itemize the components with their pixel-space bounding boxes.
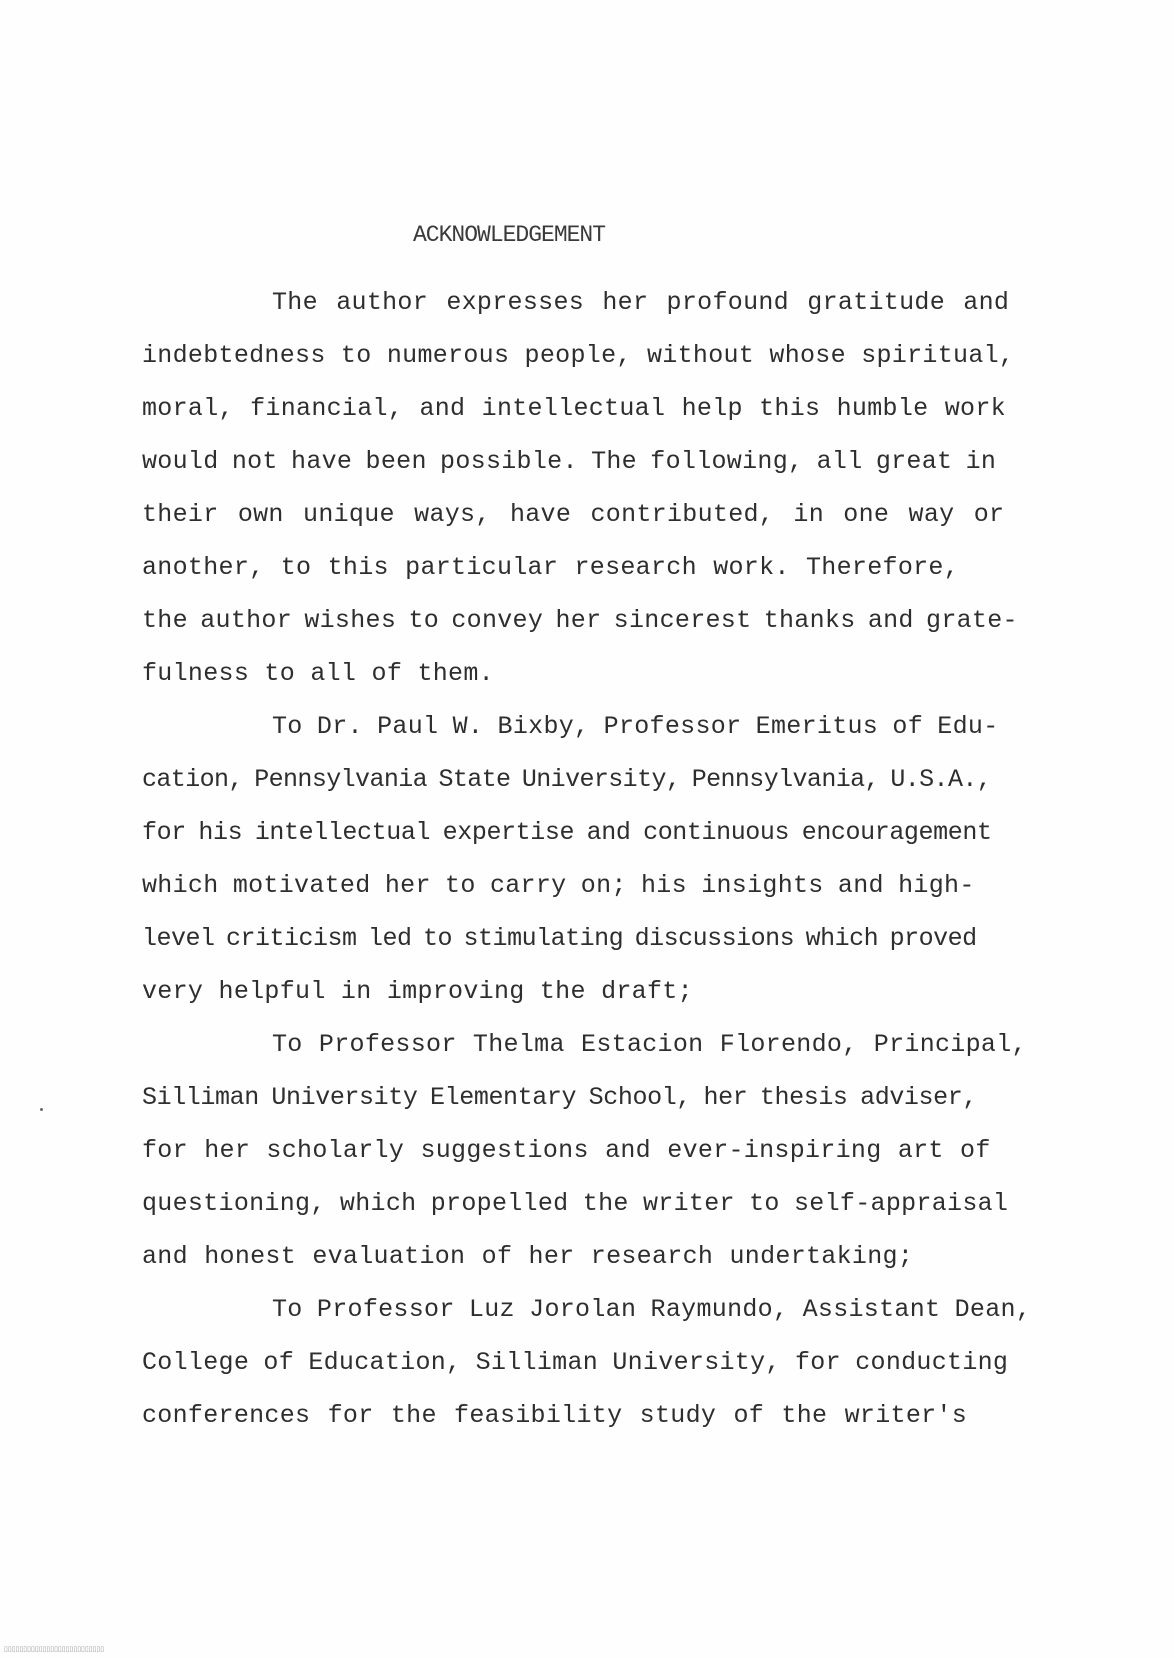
text-line: fulness to all of them. xyxy=(142,659,494,688)
text-line: moral, financial, and intellectual help this humble work xyxy=(142,394,1006,423)
text-line: College of Education, Silliman University, for conducting xyxy=(142,1348,1009,1377)
text-line: To Professor Luz Jorolan Raymundo, Assistant Dean, xyxy=(272,1295,1032,1324)
text-line: To Dr. Paul W. Bixby, Professor Emeritus of Edu- xyxy=(272,712,999,741)
text-line: questioning, which propelled the writer to self-appraisal xyxy=(142,1189,1009,1218)
text-line: To Professor Thelma Estacion Florendo, Principal, xyxy=(272,1030,1027,1059)
text-line: the author wishes to convey her sincerest thanks and grate- xyxy=(142,606,1018,635)
text-line: their own unique ways, have contributed, in one way or xyxy=(142,500,1005,529)
page-heading: ACKNOWLEDGEMENT xyxy=(413,222,606,248)
text-line: would not have been possible. The following, all great in xyxy=(142,447,997,476)
text-line: for her scholarly suggestions and ever-inspiring art of xyxy=(142,1136,991,1165)
text-line: conferences for the feasibility study of the writer's xyxy=(142,1401,968,1430)
text-line: cation, Pennsylvania State University, Pennsylvania, U.S.A., xyxy=(142,765,992,794)
text-line: very helpful in improving the draft; xyxy=(142,977,693,1006)
scan-footer-mark: ▯▯▯▯▯▯▯▯▯▯▯▯▯▯▯▯▯▯▯▯▯▯▯▯▯▯ xyxy=(4,1646,105,1653)
text-line: another, to this particular research work. Therefore, xyxy=(142,553,960,582)
text-line: and honest evaluation of her research undertaking; xyxy=(142,1242,914,1271)
text-line: indebtedness to numerous people, without whose spiritual, xyxy=(142,341,1015,370)
scan-speck xyxy=(40,1108,43,1111)
text-line: level criticism led to stimulating discussions which proved xyxy=(142,924,977,953)
text-line: The author expresses her profound gratitude and xyxy=(272,288,1010,317)
text-line: which motivated her to carry on; his insights and high- xyxy=(142,871,975,900)
text-line: for his intellectual expertise and continuous encouragement xyxy=(142,818,992,847)
text-line: Silliman University Elementary School, her thesis adviser, xyxy=(142,1083,977,1112)
